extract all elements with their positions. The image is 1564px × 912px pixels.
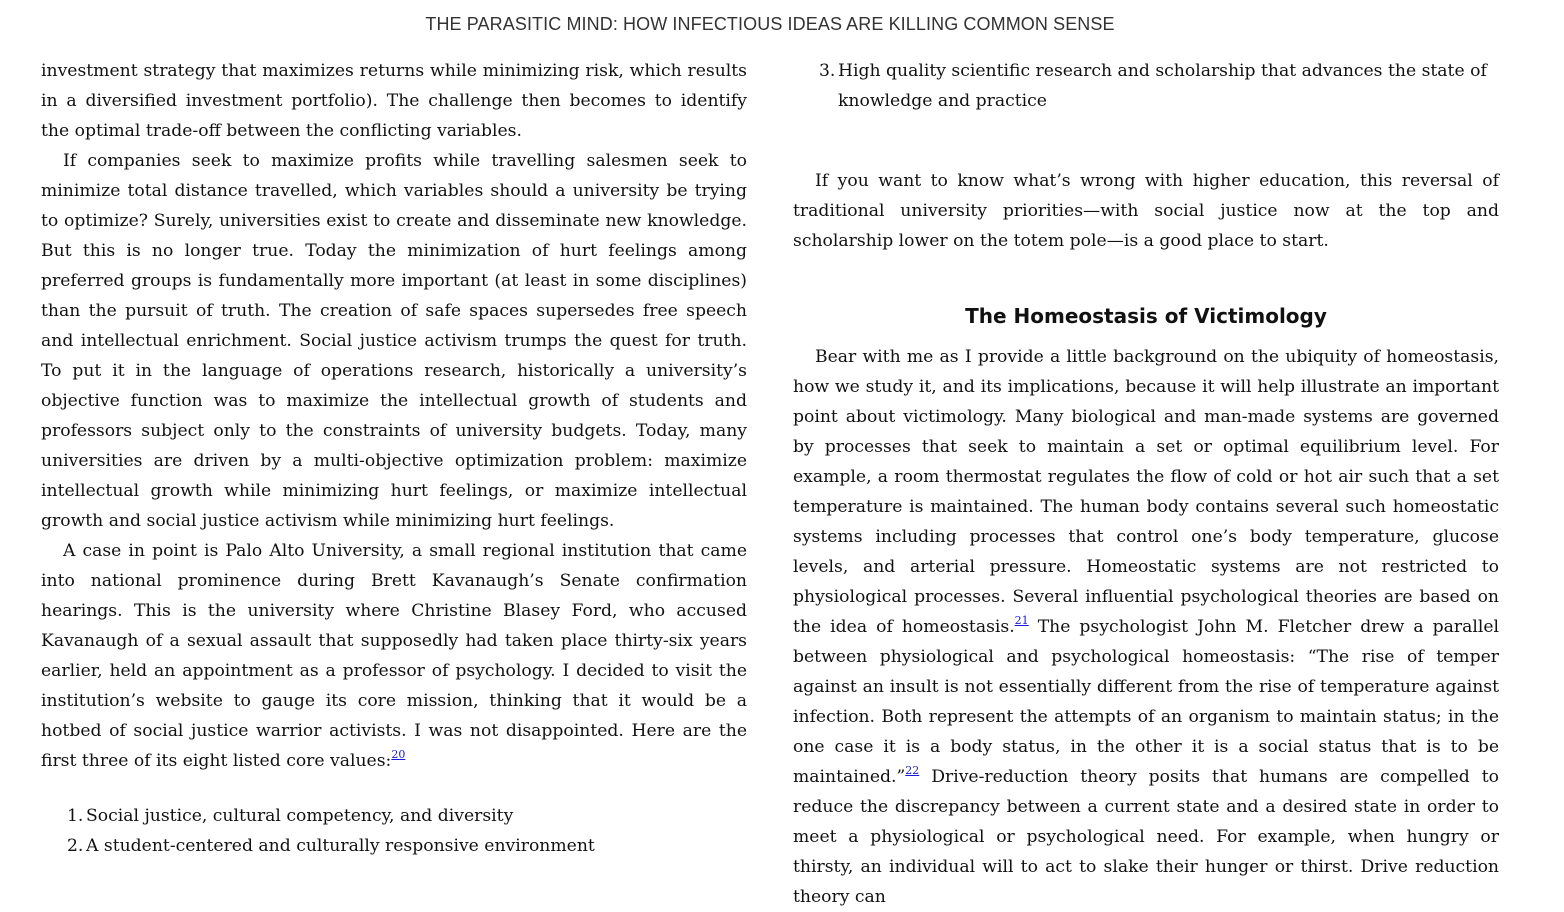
list-number: 3. <box>819 61 836 81</box>
list-item-text: High quality scientific research and scholarship that advances the state of knowledge and practice <box>838 61 1487 111</box>
list-item <box>819 56 1499 116</box>
list-item-text: A student-centered and culturally responsive environment <box>86 836 595 856</box>
paragraph-reversal: If you want to know what’s wrong with higher education, this reversal of traditional university priorities—with social justice now at the top and scholarship lower on the totem pole—is a good place to start. <box>793 171 1499 251</box>
spacer <box>793 116 1499 166</box>
paragraph-homeostasis <box>793 342 1499 912</box>
paragraph-continued: investment strategy that maximizes returns while minimizing risk, which results in a diversified investment portfolio). The challenge then becomes to identify the optimal trade-off between the conflicting variables. <box>41 61 747 141</box>
running-header: THE PARASITIC MIND: HOW INFECTIOUS IDEAS ARE KILLING COMMON SENSE <box>425 14 1115 34</box>
list-item-text: Social justice, cultural competency, and diversity <box>86 806 514 826</box>
section-heading: The Homeostasis of Victimology <box>965 304 1327 328</box>
paragraph-objective-function: If companies seek to maximize profits while travelling salesmen seek to minimize total distance travelled, which variables should a university be trying to optimize? Surely, universities exist to create and disseminate new knowledge. But this is no longer true. Today the minimization of hurt feelings among preferred groups is fundamentally more important (at least in some disciplines) than the pursuit of truth. The creation of safe spaces supersedes free speech and intellectual enrichment. Social justice activism trumps the quest for truth. To put it in the language of operations research, historically a university’s objective function was to maximize the intellectual growth of students and professors subject only to the constraints of university budgets. Today, many universities are driven by a multi-objective optimization problem: maximize intellectual growth while minimizing hurt feelings, or maximize intellectual growth and social justice activism while minimizing hurt feelings. <box>41 151 747 531</box>
footnote-link-20[interactable]: 20 <box>391 748 406 761</box>
list-number: 2. <box>67 836 84 856</box>
paragraph-palo-alto <box>41 536 747 776</box>
paragraph-text: The psychologist John M. Fletcher drew a parallel between physiological and psychological homeostasis: “The rise of temper against an insult is not essentially different from the rise of temperature against infection. Both represent the attempts of an organism to maintain status; in the one case it is a body status, in the other it is a social status that is to be maintained.” <box>793 617 1499 787</box>
paragraph-text: Bear with me as I provide a little background on the ubiquity of homeostasis, how we study it, and its implications, because it will help illustrate an important point about victimology. Many biological and man-made systems are governed by processes that seek to maintain a set or optimal equilibrium level. For example, a room thermostat regulates the flow of cold or hot air such that a set temperature is maintained. The human body contains several such homeostatic systems including processes that control one’s body temperature, glucose levels, and arterial pressure. Homeostatic systems are not restricted to physiological processes. Several influential psychological theories are based on the idea of homeostasis. <box>793 347 1499 637</box>
footnote-link-22[interactable]: 22 <box>905 764 920 777</box>
paragraph-text: Drive-reduction theory posits that humans are compelled to reduce the discrepancy between a current state and a desired state in order to meet a physiological or psychological need. For example, when hungry or thirsty, an individual will to act to slake their hunger or thirst. Drive reduction theory can <box>793 767 1499 907</box>
list-number: 1. <box>67 806 84 826</box>
left-column <box>41 56 747 861</box>
list-item <box>67 831 747 861</box>
paragraph-text: A case in point is Palo Alto University, a small regional institution that came into national prominence during Brett Kavanaugh’s Senate confirmation hearings. This is the university where Christine Blasey Ford, who accused Kavanaugh of a sexual assault that supposedly had taken place thirty-six years earlier, held an appointment as a professor of psychology. I decided to visit the institution’s website to gauge its core mission, thinking that it would be a hotbed of social justice warrior activists. I was not disappointed. Here are the first three of its eight listed core values: <box>41 541 747 771</box>
core-values-list-continued <box>793 56 1499 116</box>
list-item <box>67 801 747 831</box>
footnote-link-21[interactable]: 21 <box>1014 614 1029 627</box>
core-values-list <box>41 801 747 861</box>
right-column <box>793 56 1499 912</box>
